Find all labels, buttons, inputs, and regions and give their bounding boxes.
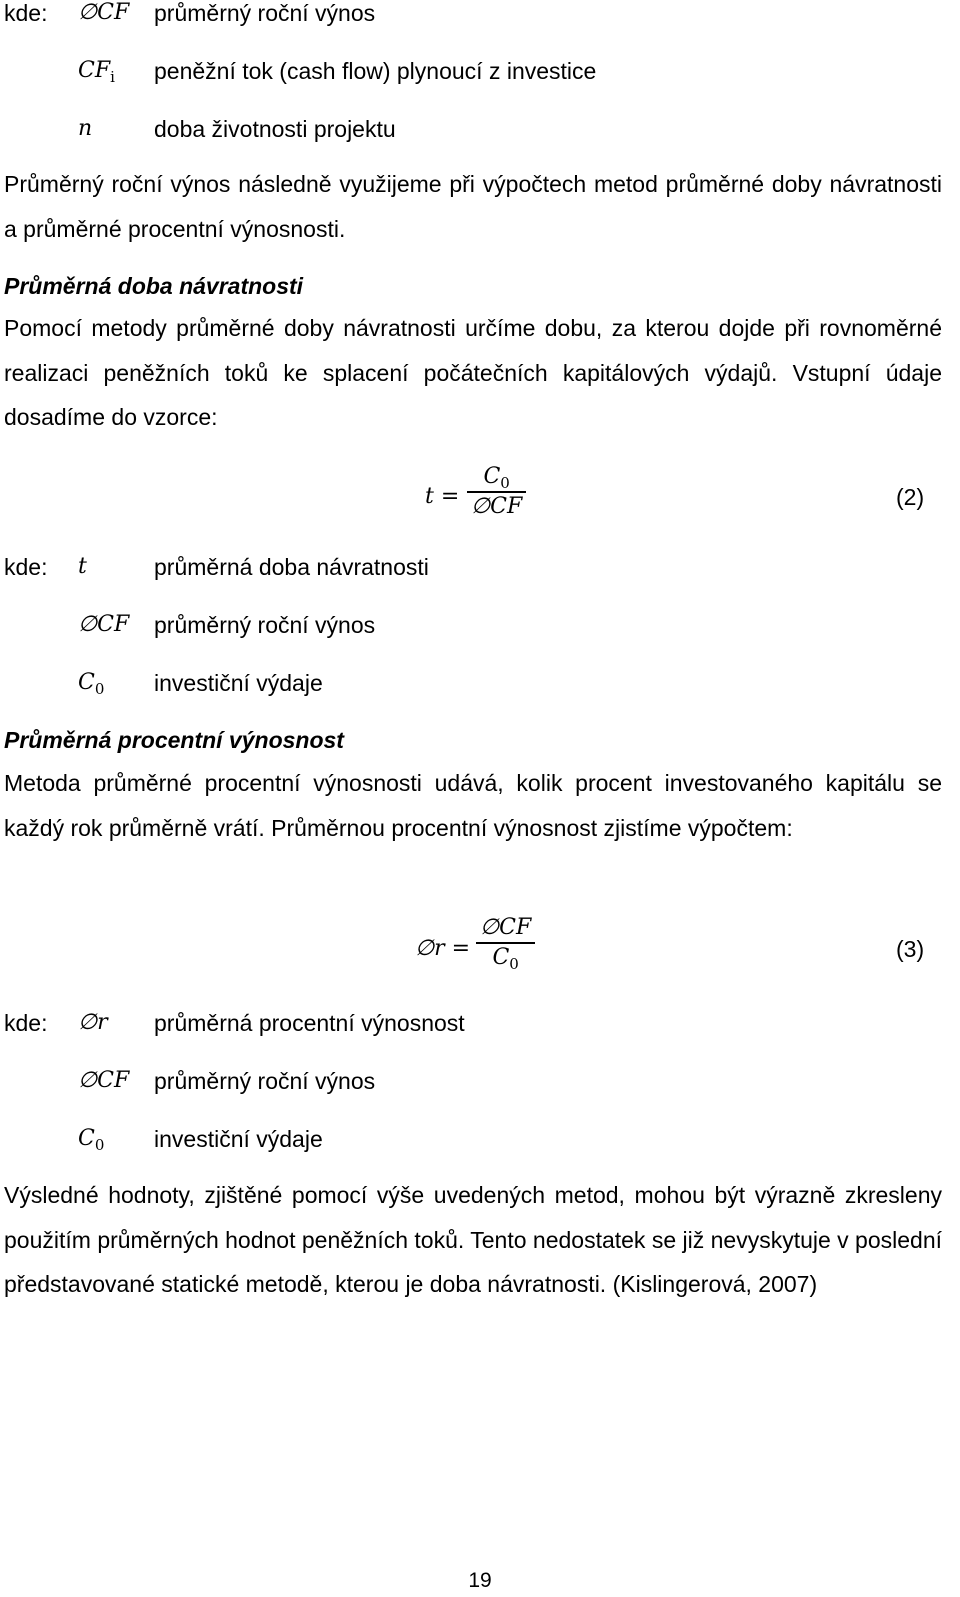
- legend2-desc-c0: investiční výdaje: [154, 670, 323, 696]
- page-number: 19: [468, 1569, 492, 1592]
- legend2-desc-t: průměrná doba návratnosti: [154, 554, 429, 580]
- legend1-symbol-avg-cf: ∅CF: [78, 0, 130, 25]
- formula2-fraction: [467, 463, 526, 521]
- paragraph-avg-percent-yield: Metoda průměrné procentní výnosnosti udává, kolik procent investovaného kapitálu se každý rok průměrně vrátí. Průměrnou procentní výnosnost zjistíme výpočtem:: [4, 770, 942, 841]
- formula3-number: (3): [896, 936, 925, 962]
- legend2-symbol-avg-cf: ∅CF: [78, 612, 130, 637]
- legend1-symbol-n: n: [78, 116, 93, 141]
- formula2-numerator: $C_0$: [483, 464, 510, 492]
- formula3-lhs: ∅r =: [415, 936, 471, 961]
- legend2-symbol-c0: $C_0$: [78, 670, 105, 698]
- formula2-number: (2): [896, 484, 925, 510]
- legend1-kde-label: kde:: [4, 0, 48, 26]
- formula3-numerator: ∅CF: [480, 915, 532, 940]
- formula2-lhs: t =: [425, 484, 460, 509]
- legend1-symbol-cfi: $CF_i$: [78, 58, 115, 86]
- legend2-desc-avg-cf: průměrný roční výnos: [154, 612, 376, 638]
- paragraph-avg-payback-period: Pomocí metody průměrné doby návratnosti určíme dobu, za kterou dojde při rovnoměrné realizaci peněžních toků ke splacení počátečních kapitálových výdajů. Vstupní údaje dosadíme do vzorce:: [4, 315, 942, 430]
- legend1-desc-avg-cf: průměrný roční výnos: [154, 0, 376, 26]
- legend3-desc-c0: investiční výdaje: [154, 1126, 323, 1152]
- formula3-denominator: $C_0$: [492, 944, 519, 973]
- legend3-desc-avg-cf: průměrný roční výnos: [154, 1068, 376, 1094]
- legend1-desc-cfi: peněžní tok (cash flow) plynoucí z investice: [154, 58, 597, 84]
- formula2-denominator: ∅CF: [471, 493, 523, 519]
- legend3-symbol-c0: $C_0$: [78, 1126, 105, 1154]
- heading-avg-percent-yield: Průměrná procentní výnosnost: [4, 727, 344, 753]
- legend2-kde-label: kde:: [4, 554, 48, 580]
- legend3-desc-avg-r: průměrná procentní výnosnost: [154, 1010, 465, 1036]
- paragraph-avg-yield-usage: Průměrný roční výnos následně využijeme při výpočtech metod průměrné doby návratnosti a průměrné procentní výnosnosti.: [4, 171, 942, 242]
- heading-avg-payback-period: Průměrná doba návratnosti: [4, 273, 304, 299]
- legend1-desc-n: doba životnosti projektu: [154, 116, 396, 142]
- legend3-kde-label: kde:: [4, 1010, 48, 1036]
- legend2-symbol-t: t: [78, 554, 87, 579]
- legend3-symbol-avg-cf: ∅CF: [78, 1068, 130, 1093]
- legend3-symbol-avg-r: ∅r: [78, 1010, 108, 1035]
- formula3-fraction: [476, 914, 535, 972]
- paragraph-conclusion: Výsledné hodnoty, zjištěné pomocí výše uvedených metod, mohou být výrazně zkresleny použitím průměrných hodnot peněžních toků. Tento nedostatek se již nevyskytuje v poslední představované statické metodě, kterou je doba návratnosti. (Kislingerová, 2007): [4, 1182, 943, 1297]
